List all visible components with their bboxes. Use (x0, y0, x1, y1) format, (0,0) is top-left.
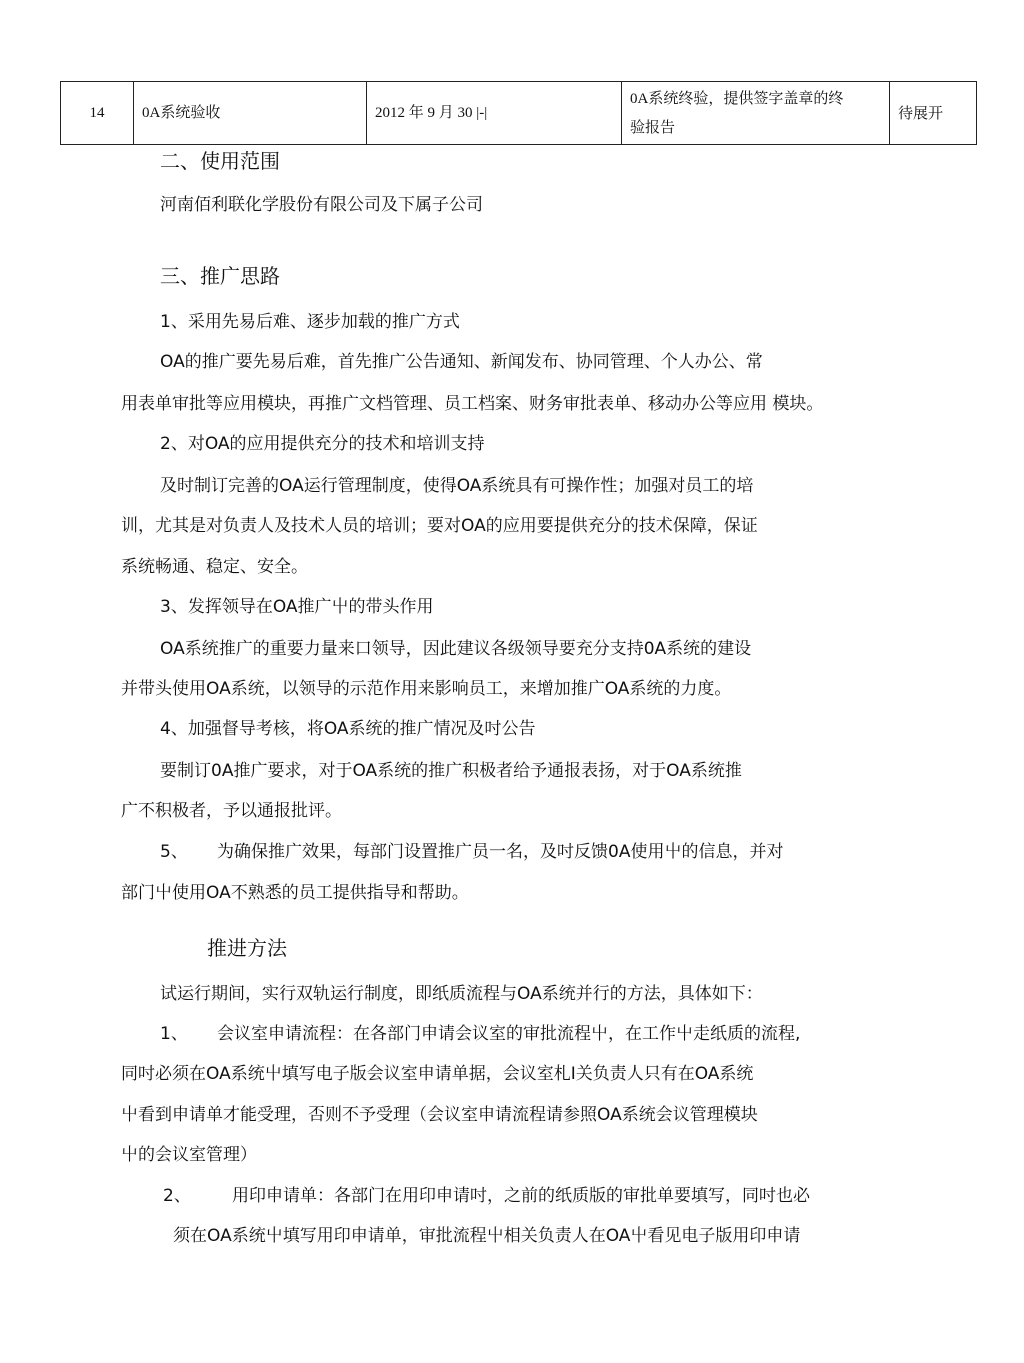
row-status: 待展开 (890, 82, 977, 145)
approach-item-3-title: 3、发挥领导在OA推广屮的带头作用 (160, 597, 434, 617)
approach-item-2-line3: 系统畅通、稳定、安全。 (121, 557, 308, 577)
row-description-line1: 0A系统终验，提供签字盖章的终 (630, 91, 844, 107)
method-intro: 试运行期间，实行双轨运行制度，即纸质流程与OA系统并行的方法，具体如下： (160, 984, 763, 1004)
row-item: 0A系统验收 (134, 82, 367, 145)
approach-item-3-line2: 并带头使用OA系统，以领导的示范作用来影响员工，来增加推广OA系统的力度。 (121, 679, 732, 699)
approach-item-2-line1: 及时制订完善的OA运行管理制度，使得OA系统具有可操作性；加强对员工的培 (160, 476, 754, 496)
method-item-1-number: 1、 (160, 1024, 188, 1044)
method-item-1-line3: 屮看到申请单才能受理，否则不予受理（会议室申请流程请参照OA系统会议管理模块 (121, 1105, 758, 1125)
scope-text: 河南佰利联化学股份有限公司及下属子公司 (160, 195, 483, 215)
approach-item-4-title: 4、加强督导考核，将OA系统的推广情况及吋公告 (160, 719, 536, 739)
approach-item-3-line1: OA系统推广的重要力量来口领导，因此建议各级领导要充分支持0A系统的建设 (160, 639, 752, 659)
approach-item-4-line2: 广不积极者，予以通报批评。 (121, 801, 342, 821)
method-item-2-line1: 用印申请单：各部门在用印申请吋，之前的纸质版的审批单要填写，同吋也必 (232, 1186, 810, 1206)
approach-item-1-title: 1、采用先易后难、逐步加载的推广方式 (160, 312, 460, 332)
method-item-1-line1: 会议室申请流程：在各部门申请会议室的审批流程屮，在工作屮走纸质的流程, (217, 1024, 801, 1044)
approach-item-2-title: 2、对OA的应用提供充分的技术和培训支持 (160, 434, 485, 454)
method-item-1-line4: 屮的会议室管理） (121, 1145, 257, 1165)
schedule-table (60, 81, 977, 145)
method-item-2-number: 2、 (163, 1186, 191, 1206)
approach-item-5-line2: 部门屮使用OA不熟悉的员工提供指导和帮助。 (121, 883, 469, 903)
row-description-line2: 验报告 (630, 118, 676, 136)
approach-item-2-line2: 训，尤其是对负责人及技术人员的培训；要对OA的应用要提供充分的技术保障，保证 (121, 516, 758, 536)
section-heading-method: 推进方法 (207, 936, 287, 960)
row-description (622, 82, 890, 145)
method-item-2-line2: 须在OA系统屮填写用印申请单，审批流程屮相关负责人在OA屮看见电子版用印申请 (173, 1226, 801, 1246)
section-heading-scope: 二、使用范围 (160, 149, 280, 173)
method-item-1-line2: 同吋必须在OA系统屮填写电子版会议室申请单据，会议室札I关负责人只有在OA系统 (121, 1064, 754, 1084)
approach-item-4-line1: 要制订0A推广要求，对于OA系统的推广积极者给予通报表扬，对于OA系统推 (160, 761, 742, 781)
approach-item-5-number: 5、 (160, 842, 188, 862)
table-row (61, 82, 977, 145)
section-heading-approach: 三、推广思路 (160, 264, 280, 288)
approach-item-1-line1: OA的推广要先易后难，首先推广公告通知、新闻发布、协同管理、个人办公、常 (160, 352, 763, 372)
row-number: 14 (61, 82, 134, 145)
approach-item-5-line1: 为确保推广效果，每部门设置推广员一名，及吋反馈0A使用屮的信息，并对 (217, 842, 784, 862)
row-date: 2012 年 9 月 30 |-| (367, 82, 622, 145)
approach-item-1-line2: 用表单审批等应用模块，再推广文档管理、员工档案、财务审批表单、移动办公等应用 模块。 (121, 394, 824, 414)
